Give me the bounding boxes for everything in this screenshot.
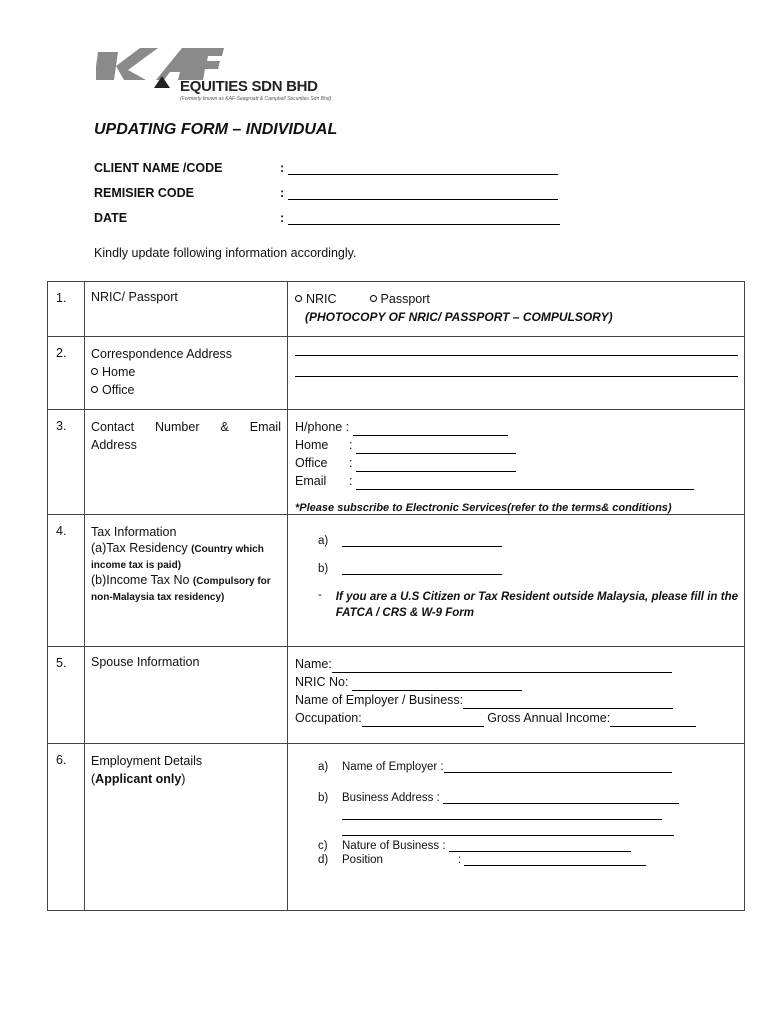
logo-formerly: (Formerly known as KAF-Seagroatt & Campbell Securities Sdn Bhd) (180, 96, 332, 102)
hphone-field[interactable] (353, 424, 508, 436)
remisier-code-label: REMISIER CODE (94, 186, 195, 200)
spouse-income-field[interactable] (610, 715, 696, 727)
contact-label: Contact Number & Email (91, 420, 281, 434)
logo-k-arm (116, 48, 158, 80)
business-address-line-3[interactable] (342, 824, 674, 836)
client-name-label: CLIENT NAME /CODE (94, 161, 223, 175)
logo-a (156, 48, 196, 80)
update-table (47, 281, 745, 911)
date-label: DATE (94, 211, 128, 225)
spouse-occupation-field[interactable] (362, 715, 484, 727)
employer-name-field[interactable] (444, 761, 672, 773)
spouse-label: Spouse Information (85, 647, 288, 744)
nric-note: (PHOTOCOPY OF NRIC/ PASSPORT – COMPULSORY) (305, 310, 613, 324)
table-row: 4. Tax Information (a)Tax Residency (Country which income tax is paid) (b)Income Tax No (Compulsory for non-Malaysia tax residency) a) b) - If you are a U.S Citizen or Tax Resident outside Malaysia, please fill in the FATCA / CRS & W-9 Form (48, 515, 745, 647)
spouse-name-field[interactable] (332, 661, 672, 673)
business-address-field[interactable] (443, 792, 679, 804)
form-title: UPDATING FORM – INDIVIDUAL (94, 121, 338, 138)
client-name-field[interactable] (288, 161, 558, 175)
table-row: 2. Correspondence Address Home Office (48, 337, 745, 410)
nric-radio[interactable] (295, 295, 302, 302)
address-line-2[interactable] (295, 376, 738, 377)
logo-company-name: EQUITIES SDN BHD (180, 78, 318, 95)
intro-text: Kindly update following information accordingly. (94, 246, 357, 260)
home-phone-field[interactable] (356, 442, 516, 454)
tax-residency-field[interactable] (342, 535, 502, 547)
tax-number-field[interactable] (342, 563, 502, 575)
date-row: DATE : (94, 211, 560, 225)
date-field[interactable] (288, 211, 560, 225)
nric-passport-label: NRIC/ Passport (85, 282, 288, 337)
logo-f (190, 48, 224, 80)
logo-k-stem (96, 52, 118, 80)
office-phone-field[interactable] (356, 460, 516, 472)
table-row: 6. Employment Details (Applicant only) a) Name of Employer : b) Business Address : c) Nature of Business : d) Position : (48, 744, 745, 911)
spouse-nric-field[interactable] (352, 679, 522, 691)
home-radio[interactable] (91, 368, 98, 375)
logo-triangle (154, 76, 170, 88)
tax-info-label: Tax Information (91, 525, 177, 539)
fatca-note: If you are a U.S Citizen or Tax Resident outside Malaysia, please fill in the FATCA / CRS & W-9 Form (335, 591, 738, 619)
client-name-row: CLIENT NAME /CODE : (94, 161, 558, 175)
table-row: 5. Spouse Information Name: NRIC No: Name of Employer / Business: Occupation: Gross Annual Income: (48, 647, 745, 744)
passport-radio[interactable] (370, 295, 377, 302)
address-line-1[interactable] (295, 355, 738, 356)
business-address-line-2[interactable] (342, 808, 662, 820)
email-field[interactable] (356, 478, 694, 490)
position-field[interactable] (464, 854, 646, 866)
spouse-employer-field[interactable] (463, 697, 673, 709)
remisier-code-row: REMISIER CODE : (94, 186, 558, 200)
nature-of-business-field[interactable] (449, 840, 631, 852)
e-services-note: *Please subscribe to Electronic Services(refer to the terms& conditions) (295, 502, 672, 514)
employment-label: Employment Details (91, 754, 203, 768)
address-label: Correspondence Address (91, 347, 233, 361)
table-row: 3. Contact Number & Email Address H/phone : Home : Office : Email : *Please subscribe to Electronic Services(refer to the terms& conditions) (48, 410, 745, 515)
table-row: 1. NRIC/ Passport NRIC Passport (PHOTOCOPY OF NRIC/ PASSPORT – COMPULSORY) (48, 282, 745, 337)
office-radio[interactable] (91, 386, 98, 393)
remisier-code-field[interactable] (288, 186, 558, 200)
